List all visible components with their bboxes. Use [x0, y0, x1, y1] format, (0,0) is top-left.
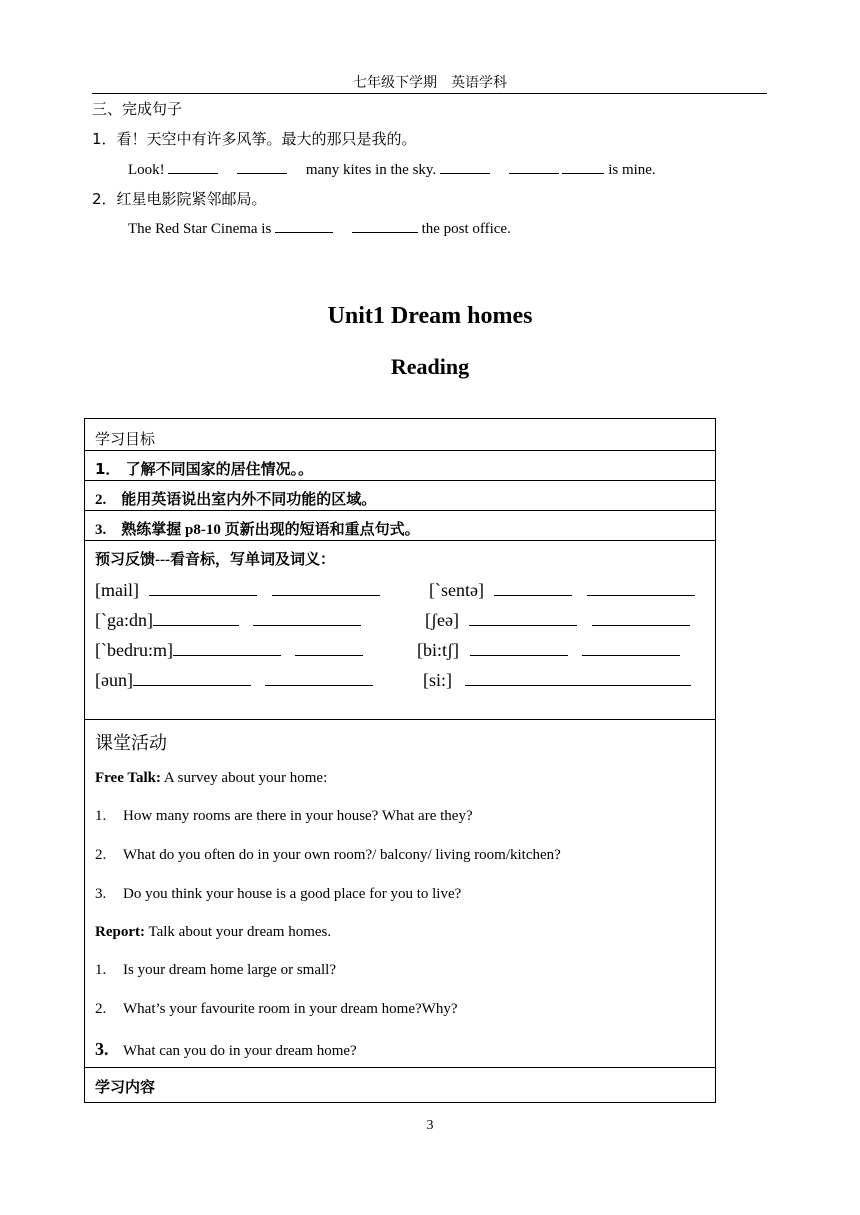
item-text: What do you often do in your own room?/ balcony/ living room/kitchen? [123, 847, 561, 863]
answer-line [149, 577, 257, 596]
phonetic-row-4 [95, 667, 373, 691]
page-number: 3 [426, 1118, 434, 1133]
list-item [95, 886, 461, 903]
phonetic-row-3 [95, 637, 363, 661]
answer-line [173, 637, 281, 656]
preview-label [95, 548, 335, 569]
divider [85, 1067, 715, 1068]
question-2-chinese: 2．红星电影院紧邻邮局。 [92, 190, 267, 208]
item-number: 3. [95, 886, 107, 902]
answer-line [469, 607, 577, 626]
report [95, 924, 331, 941]
study-table [84, 418, 716, 1103]
answer-line [265, 667, 373, 686]
blank [440, 159, 490, 174]
q1-text-c: is mine. [608, 162, 656, 178]
answer-line [592, 607, 690, 626]
list-item [95, 1001, 457, 1018]
divider [85, 480, 715, 481]
question-1-english [128, 159, 656, 179]
goal-3-text-a: 熟练掌握 [121, 520, 182, 538]
section-heading: 三、完成句子 [92, 100, 183, 118]
divider [85, 540, 715, 541]
answer-line [253, 607, 361, 626]
preview-label-a: 预习反馈 [95, 550, 156, 568]
phonetic: [mail] [95, 580, 139, 600]
answer-line [494, 577, 572, 596]
blank [352, 218, 418, 233]
unit-title: Unit1 Dream homes [327, 303, 533, 329]
blank [168, 159, 218, 174]
divider [85, 450, 715, 451]
answer-line [470, 637, 568, 656]
item-number: 2. [95, 847, 107, 863]
goals-header: 学习目标 [95, 430, 156, 448]
preview-label-c: 看音标，写单词及词义： [170, 550, 336, 568]
phonetic: [`bedru:m] [95, 640, 173, 660]
question-1-chinese: 1．看！天空中有许多风筝。最大的那只是我的。 [92, 130, 417, 148]
item-text: What can you do in your dream home? [123, 1043, 357, 1059]
phonetic-row-4b [423, 667, 691, 691]
q1-text-a: Look! [128, 162, 165, 178]
list-item [95, 1039, 357, 1060]
answer-line [587, 577, 695, 596]
goal-3-number: 3. [95, 522, 107, 538]
preview-label-b: --- [155, 552, 171, 568]
goal-2-text: 能用英语说出室内外不同功能的区域。 [121, 490, 377, 508]
report-label: Report: [95, 924, 145, 940]
item-text: What’s your favourite room in your dream home?Why? [123, 1001, 458, 1017]
answer-line [133, 667, 251, 686]
goal-2-number: 2. [95, 492, 107, 508]
phonetic-row-3b [417, 637, 680, 661]
goal-3-text-c: 页新出现的短语和重点句式。 [224, 520, 420, 538]
blank [275, 218, 333, 233]
free-talk-label: Free Talk: [95, 770, 161, 786]
goal-1: 1． 了解不同国家的居住情况。。 [95, 460, 314, 478]
phonetic-row-1b [429, 577, 695, 601]
item-number: 1. [95, 808, 107, 824]
phonetic: [bi:tʃ] [417, 640, 459, 660]
divider [85, 510, 715, 511]
phonetic: [ʃeə] [425, 610, 459, 630]
page-header: 七年级下学期 英语学科 [353, 75, 507, 91]
answer-line [153, 607, 239, 626]
question-2-english [128, 218, 511, 238]
q2-text-b: the post office. [421, 221, 511, 237]
item-text: Do you think your house is a good place for you to live? [123, 886, 462, 902]
list-item [95, 808, 473, 825]
phonetic: [`sentə] [429, 580, 484, 600]
phonetic: [əun] [95, 670, 133, 690]
list-item [95, 962, 336, 979]
item-number: 3. [95, 1039, 109, 1059]
item-number: 1. [95, 962, 107, 978]
list-item [95, 847, 561, 864]
divider [85, 719, 715, 720]
free-talk-text: A survey about your home: [163, 770, 328, 786]
item-text: Is your dream home large or small? [123, 962, 336, 978]
item-text: How many rooms are there in your house? What are they? [123, 808, 473, 824]
q2-text-a: The Red Star Cinema is [128, 221, 272, 237]
phonetic: [si:] [423, 670, 452, 690]
phonetic-row-2 [95, 607, 361, 631]
content-header: 学习内容 [95, 1078, 156, 1096]
phonetic-row-2b [425, 607, 690, 631]
answer-line [295, 637, 363, 656]
phonetic: [`ga:dn] [95, 610, 153, 630]
report-text: Talk about your dream homes. [148, 924, 332, 940]
header-rule [92, 93, 767, 94]
answer-line [272, 577, 380, 596]
answer-line [582, 637, 680, 656]
unit-subtitle: Reading [390, 354, 470, 379]
item-number: 2. [95, 1001, 107, 1017]
free-talk [95, 770, 327, 787]
blank [237, 159, 287, 174]
answer-line [465, 667, 691, 686]
phonetic-row-1 [95, 577, 380, 601]
blank [509, 159, 559, 174]
goal-2 [95, 488, 376, 509]
blank [562, 159, 604, 174]
goal-3-page-ref: p8-10 [185, 522, 221, 538]
goal-3 [95, 518, 420, 539]
q1-text-b: many kites in the sky. [305, 162, 437, 178]
activity-header: 课堂活动 [95, 733, 167, 754]
